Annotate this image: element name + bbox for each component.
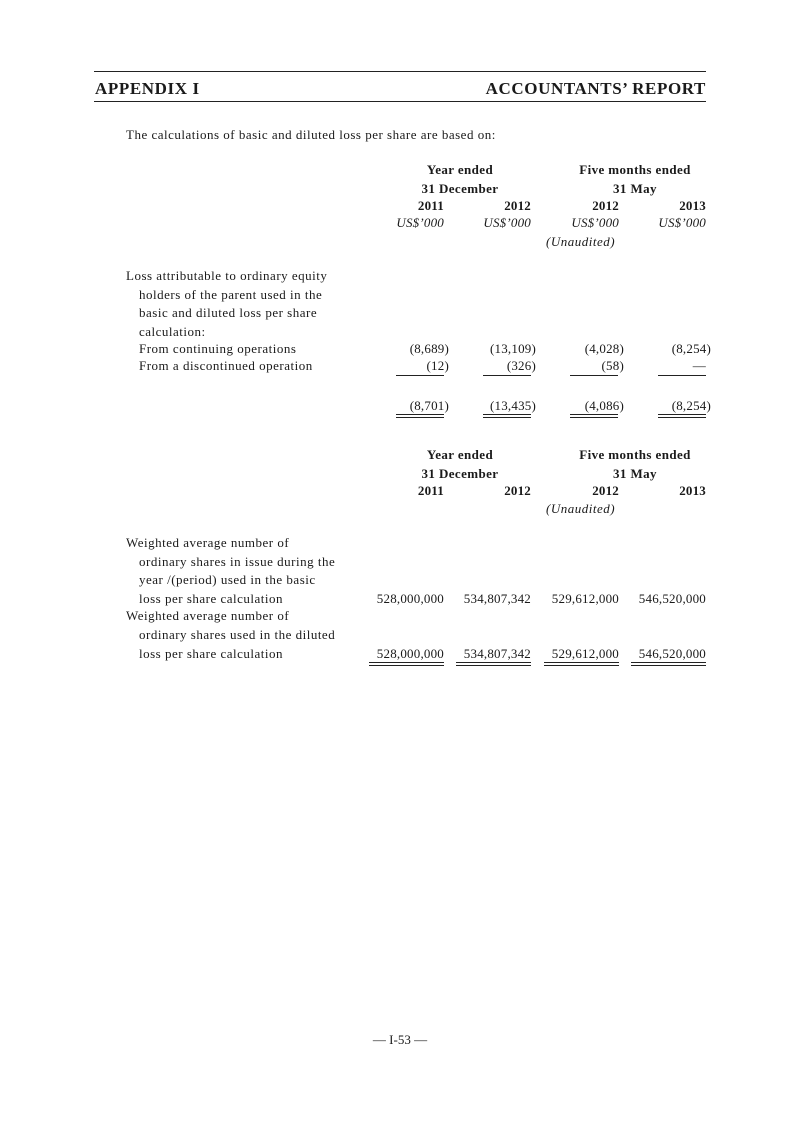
t1-label-line4: calculation: — [139, 324, 206, 339]
t2-total-dline-col4 — [631, 662, 706, 666]
t2-group1-line1: Year ended — [426, 447, 494, 462]
t1-year-col1: 2011 — [417, 198, 444, 213]
t2-diluted-label-line2: ordinary shares used in the diluted — [139, 627, 336, 642]
t1-discontinued-col4: — — [692, 358, 706, 373]
t1-row-continuing-label: From continuing operations — [139, 341, 297, 356]
t1-label-line1: Loss attributable to ordinary equity — [126, 268, 328, 283]
t1-unaudited-label: (Unaudited) — [546, 234, 616, 249]
t2-diluted-label-line1: Weighted average number of — [126, 608, 290, 623]
t2-diluted-col2: 534,807,342 — [463, 646, 531, 661]
t1-subtotal-line-col1 — [396, 375, 444, 376]
t2-diluted-col3: 529,612,000 — [551, 646, 619, 661]
t1-total-dline-col3 — [570, 414, 618, 418]
header-top-rule — [94, 71, 706, 72]
page-number: — I-53 — — [372, 1032, 428, 1047]
t2-group2-line2: 31 May — [613, 466, 657, 481]
t1-unit-col2: US$’000 — [483, 215, 531, 230]
t1-unit-col4: US$’000 — [658, 215, 706, 230]
t2-diluted-col1: 528,000,000 — [376, 646, 444, 661]
header-bottom-rule — [94, 101, 706, 102]
t2-total-dline-col3 — [544, 662, 619, 666]
t2-year-col1: 2011 — [417, 483, 444, 498]
t1-discontinued-col1: (12) — [426, 358, 449, 373]
t1-continuing-col1: (8,689) — [409, 341, 449, 356]
t1-total-col4: (8,254) — [671, 398, 711, 413]
t1-group1-line1: Year ended — [426, 162, 494, 177]
t2-year-col2: 2012 — [504, 483, 531, 498]
intro-text: The calculations of basic and diluted loss per share are based on: — [126, 127, 496, 142]
t2-unaudited-label: (Unaudited) — [546, 501, 616, 516]
t1-year-col3: 2012 — [592, 198, 619, 213]
t1-total-dline-col1 — [396, 414, 444, 418]
t1-year-col2: 2012 — [504, 198, 531, 213]
t2-total-dline-col1 — [369, 662, 444, 666]
appendix-title: APPENDIX I — [95, 79, 200, 98]
t2-basic-col2: 534,807,342 — [463, 591, 531, 606]
t1-group2-line2: 31 May — [613, 181, 657, 196]
t2-basic-label-line3: year /(period) used in the basic — [139, 572, 316, 587]
t2-group1-line2: 31 December — [421, 466, 499, 481]
t2-diluted-label-line3: loss per share calculation — [139, 646, 284, 661]
t1-subtotal-line-col4 — [658, 375, 706, 376]
t2-basic-col1: 528,000,000 — [376, 591, 444, 606]
t1-total-col2: (13,435) — [489, 398, 536, 413]
t2-basic-label-line4: loss per share calculation — [139, 591, 284, 606]
t2-basic-label-line2: ordinary shares in issue during the — [139, 554, 336, 569]
t1-discontinued-col2: (326) — [506, 358, 536, 373]
t1-total-dline-col4 — [658, 414, 706, 418]
t2-year-col4: 2013 — [679, 483, 706, 498]
t1-total-col1: (8,701) — [409, 398, 449, 413]
t1-label-line2: holders of the parent used in the — [139, 287, 323, 302]
t2-total-dline-col2 — [456, 662, 531, 666]
t1-unit-col1: US$’000 — [396, 215, 444, 230]
t1-total-dline-col2 — [483, 414, 531, 418]
t1-continuing-col4: (8,254) — [671, 341, 711, 356]
t1-continuing-col3: (4,028) — [584, 341, 624, 356]
t2-diluted-col4: 546,520,000 — [638, 646, 706, 661]
t1-group1-line2: 31 December — [421, 181, 499, 196]
t1-subtotal-line-col3 — [570, 375, 618, 376]
t2-year-col3: 2012 — [592, 483, 619, 498]
t2-basic-col4: 546,520,000 — [638, 591, 706, 606]
t1-row-discontinued-label: From a discontinued operation — [139, 358, 313, 373]
t2-basic-label-line1: Weighted average number of — [126, 535, 290, 550]
report-title: ACCOUNTANTS’ REPORT — [485, 79, 706, 98]
t1-continuing-col2: (13,109) — [489, 341, 536, 356]
t2-group2-line1: Five months ended — [579, 447, 691, 462]
t1-year-col4: 2013 — [679, 198, 706, 213]
t2-basic-col3: 529,612,000 — [551, 591, 619, 606]
t1-subtotal-line-col2 — [483, 375, 531, 376]
t1-total-col3: (4,086) — [584, 398, 624, 413]
t1-group2-line1: Five months ended — [579, 162, 691, 177]
t1-discontinued-col3: (58) — [601, 358, 624, 373]
t1-label-line3: basic and diluted loss per share — [139, 305, 318, 320]
t1-unit-col3: US$’000 — [571, 215, 619, 230]
